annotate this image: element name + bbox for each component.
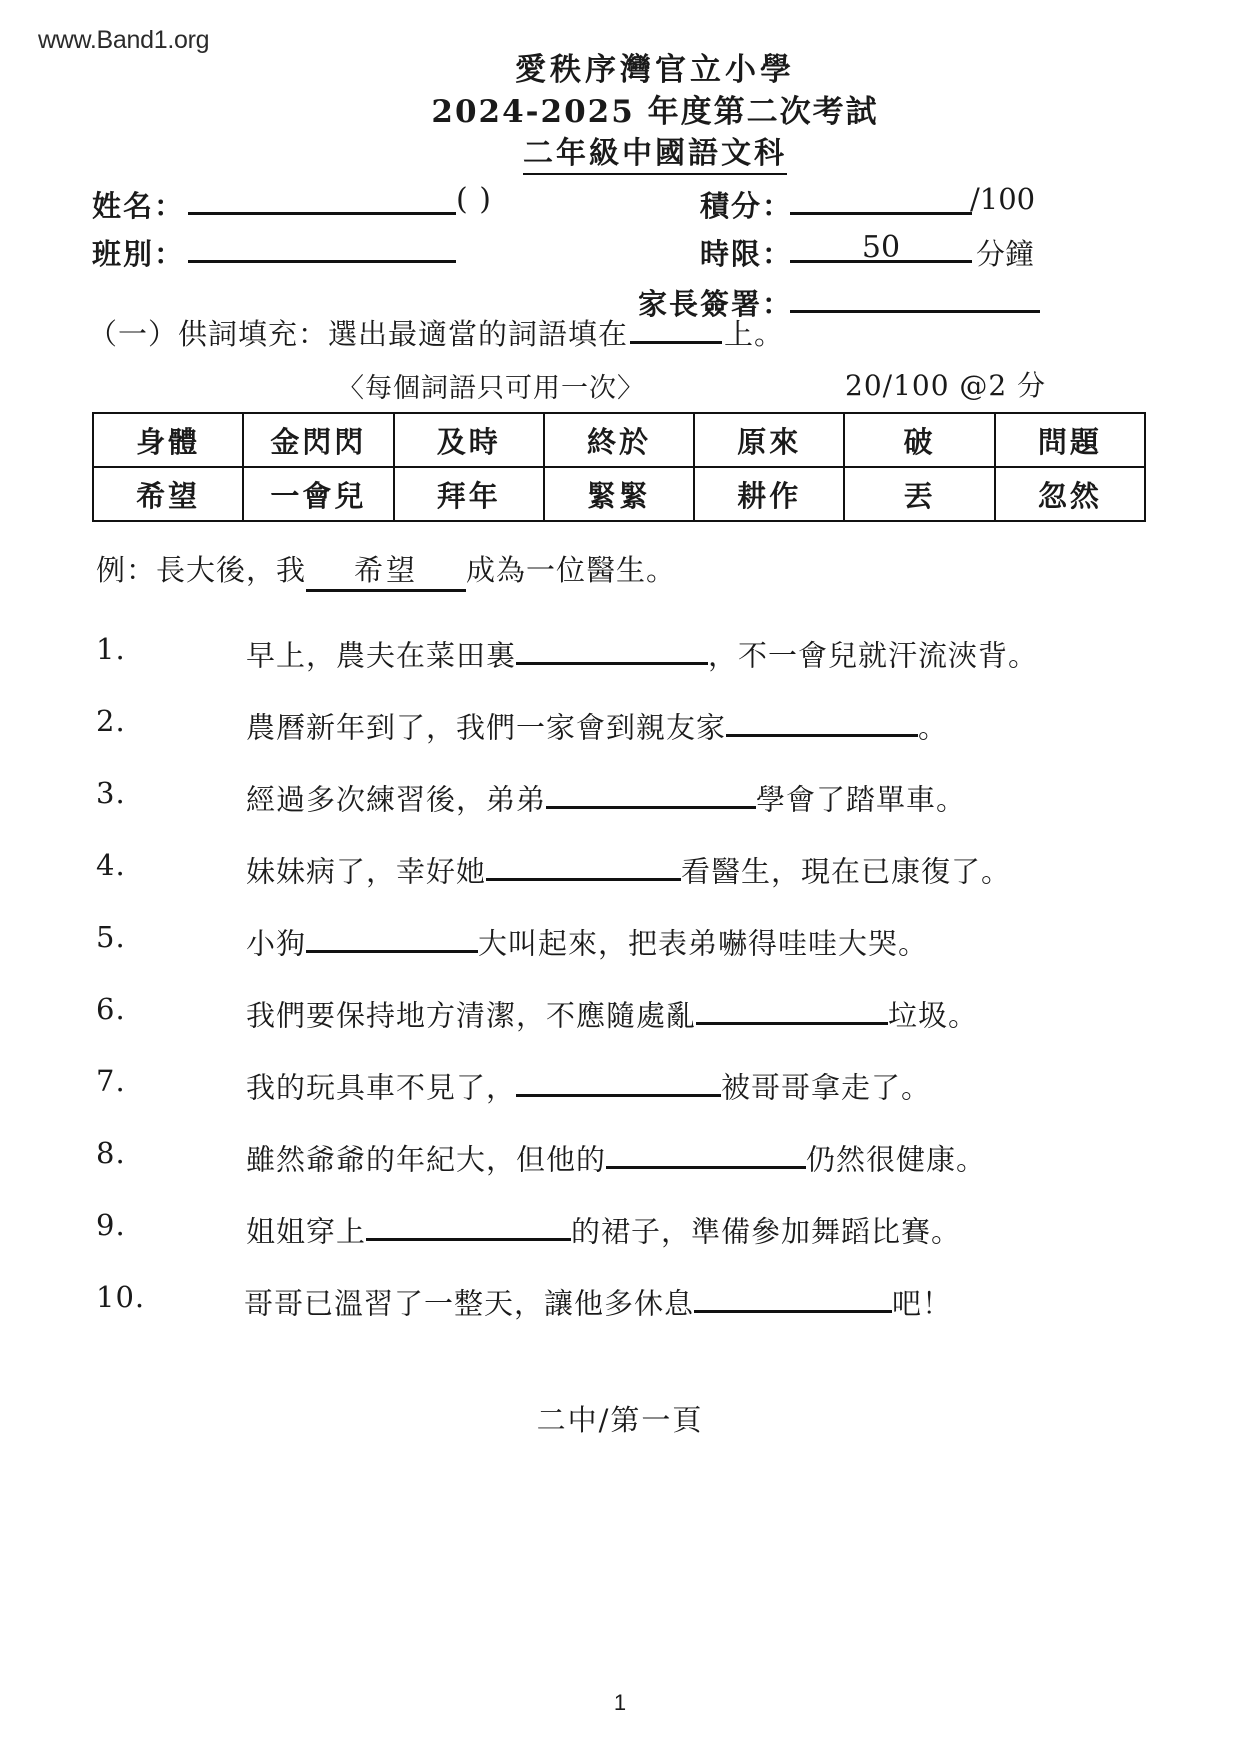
word-bank-cell: 忽然: [995, 467, 1145, 521]
answer-blank[interactable]: [516, 632, 708, 665]
answer-blank[interactable]: [486, 848, 681, 881]
question-number: 6.: [96, 992, 126, 1026]
question-text: [96, 1208, 961, 1250]
question-before: 妹妹病了，幸好她: [246, 854, 487, 889]
question-number: 3.: [96, 776, 126, 810]
section-instruction-before: （一）供詞填充：選出最適當的詞語填在: [88, 317, 629, 351]
question-item: [0, 920, 1240, 992]
parent-signature-label: 家長簽署：: [638, 287, 794, 321]
word-bank-cell: 及時: [394, 413, 544, 467]
time-limit-unit: 分鐘: [976, 237, 1035, 271]
question-text: [96, 632, 1038, 674]
name-label: 姓名：: [92, 189, 186, 223]
example-question: [0, 548, 1240, 632]
page-footer-label: 二中/第一頁: [536, 1403, 704, 1437]
question-text: [96, 1136, 986, 1178]
question-after: 看醫生，現在已康復了。: [681, 854, 1012, 889]
section-instruction: [88, 312, 784, 353]
question-number: 4.: [96, 848, 126, 882]
question-after: 吧！: [892, 1286, 953, 1321]
question-item: [0, 776, 1240, 848]
question-text: [96, 1064, 931, 1106]
section-marks: 20/100 @2 分: [845, 369, 1047, 402]
answer-blank[interactable]: [516, 1064, 721, 1097]
question-number: 8.: [96, 1136, 126, 1170]
page-header: [0, 50, 1240, 174]
question-before: 我們要保持地方清潔，不應隨處亂: [246, 998, 697, 1033]
word-bank-cell: 耕作: [694, 467, 844, 521]
question-after: 。: [918, 710, 949, 745]
question-before: 早上，農夫在菜田裏: [246, 638, 517, 673]
example-after: 成為一位醫生。: [466, 553, 677, 587]
question-item: [0, 1064, 1240, 1136]
score-total: /100: [970, 182, 1036, 216]
question-number: 7.: [96, 1064, 126, 1098]
question-before: 小狗: [246, 926, 307, 961]
site-watermark: www.Band1.org: [38, 26, 210, 54]
word-bank-row-1: [93, 413, 1145, 467]
question-before: 經過多次練習後，弟弟: [246, 782, 547, 817]
question-after: 垃圾。: [888, 998, 979, 1033]
question-after: 的裙子，準備參加舞蹈比賽。: [571, 1214, 962, 1249]
answer-blank[interactable]: [546, 776, 756, 809]
question-text: [96, 776, 966, 818]
word-bank-cell: 金閃閃: [243, 413, 393, 467]
question-after: 仍然很健康。: [806, 1142, 987, 1177]
question-text: [96, 920, 928, 962]
word-bank-cell: 身體: [93, 413, 243, 467]
question-before: 哥哥已溫習了一整天，讓他多休息: [244, 1286, 695, 1321]
word-bank-cell: 終於: [544, 413, 694, 467]
word-bank-cell: 原來: [694, 413, 844, 467]
question-item: [0, 1136, 1240, 1208]
answer-blank[interactable]: [306, 920, 478, 953]
student-info-block: [0, 182, 1240, 321]
question-before: 姐姐穿上: [246, 1214, 367, 1249]
word-bank-table: [92, 412, 1146, 522]
answer-blank[interactable]: [694, 1280, 892, 1313]
example-label: 例：: [96, 553, 157, 587]
word-bank-cell: 緊緊: [544, 467, 694, 521]
example-before: 長大後，我: [156, 553, 307, 587]
word-bank-cell: 丟: [844, 467, 994, 521]
question-text: [96, 992, 978, 1034]
question-before: 我的玩具車不見了，: [246, 1070, 517, 1105]
question-list: [0, 548, 1240, 1352]
subject-title: [0, 134, 1240, 175]
section-instruction-after: 上。: [724, 317, 785, 351]
question-number: 1.: [96, 632, 126, 666]
question-item: [0, 704, 1240, 776]
score-input[interactable]: [790, 212, 972, 215]
question-item: [0, 632, 1240, 704]
question-text: [96, 1280, 952, 1322]
word-bank-cell: 一會兒: [243, 467, 393, 521]
word-bank-row-2: [93, 467, 1145, 521]
class-number-paren[interactable]: ( ): [456, 182, 492, 217]
school-name: 愛秩序灣官立小學: [515, 52, 795, 88]
question-before: 雖然爺爺的年紀大，但他的: [246, 1142, 607, 1177]
answer-blank[interactable]: [366, 1208, 571, 1241]
question-item: [0, 1280, 1240, 1352]
question-item: [0, 848, 1240, 920]
info-row-top: [0, 182, 1240, 321]
parent-signature-input[interactable]: [790, 310, 1040, 313]
example-answer: 希望: [306, 548, 466, 592]
score-label: 積分：: [700, 189, 794, 223]
time-limit-label: 時限：: [700, 237, 794, 271]
question-number: 9.: [96, 1208, 126, 1242]
answer-blank[interactable]: [696, 992, 888, 1025]
instruction-blank: [630, 341, 722, 344]
question-after: 大叫起來，把表弟嚇得哇哇大哭。: [478, 926, 929, 961]
answer-blank[interactable]: [606, 1136, 806, 1169]
answer-blank[interactable]: [726, 704, 918, 737]
word-bank-cell: 問題: [995, 413, 1145, 467]
subject-title-text: 二年級中國語文科: [523, 136, 787, 175]
class-input[interactable]: [188, 260, 456, 263]
question-item: [0, 992, 1240, 1064]
question-text: [96, 848, 1011, 890]
question-after: ，不一會兒就汗流浹背。: [708, 638, 1039, 673]
class-label: 班別：: [92, 237, 186, 271]
question-number: 5.: [96, 920, 126, 954]
name-input[interactable]: [188, 212, 456, 215]
question-number: 10.: [96, 1280, 146, 1314]
word-bank-cell: 破: [844, 413, 994, 467]
word-bank-cell: 希望: [93, 467, 243, 521]
question-after: 學會了踏單車。: [756, 782, 967, 817]
page-number: 1: [613, 1690, 627, 1715]
question-item: [0, 1208, 1240, 1280]
question-before: 農曆新年到了，我們一家會到親友家: [246, 710, 727, 745]
exam-title: 2024-2025 年度第二次考試: [431, 93, 879, 130]
section-sub-instruction: 〈每個詞語只可用一次〉: [337, 373, 645, 404]
question-after: 被哥哥拿走了。: [721, 1070, 932, 1105]
word-bank-cell: 拜年: [394, 467, 544, 521]
time-limit-value: 50: [861, 230, 901, 265]
question-number: 2.: [96, 704, 126, 738]
question-text: [96, 704, 948, 746]
